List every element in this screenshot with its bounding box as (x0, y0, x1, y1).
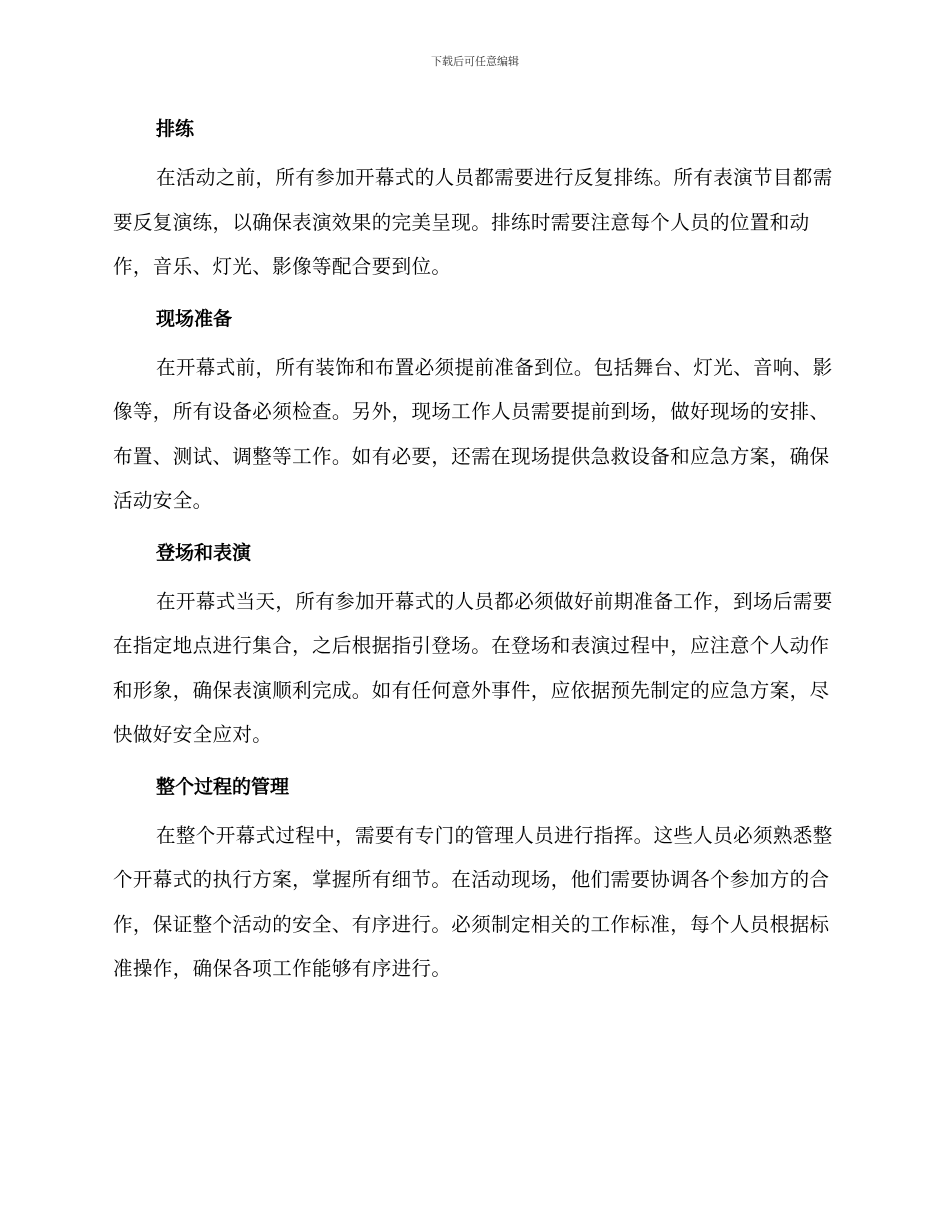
section-paragraph: 在开幕式前，所有装饰和布置必须提前准备到位。包括舞台、灯光、音响、影像等，所有设备必须检查。另外，现场工作人员需要提前到场，做好现场的安排、布置、测试、调整等工作。如有必要，还需在现场提供急救设备和应急方案，确保活动安全。 (113, 355, 833, 512)
section-rehearsal (113, 112, 833, 290)
section-paragraph: 在开幕式当天，所有参加开幕式的人员都必须做好前期准备工作，到场后需要在指定地点进行集合，之后根据指引登场。在登场和表演过程中，应注意个人动作和形象，确保表演顺利完成。如有任何意外事件，应依据预先制定的应急方案，尽快做好安全应对。 (113, 589, 833, 746)
section-heading: 排练 (156, 118, 195, 140)
section-paragraph: 在整个开幕式过程中，需要有专门的管理人员进行指挥。这些人员必须熟悉整个开幕式的执行方案，掌握所有细节。在活动现场，他们需要协调各个参加方的合作，保证整个活动的安全、有序进行。必须制定相关的工作标准，每个人员根据标准操作，确保各项工作能够有序进行。 (113, 823, 833, 980)
section-paragraph: 在活动之前，所有参加开幕式的人员都需要进行反复排练。所有表演节目都需要反复演练，以确保表演效果的完美呈现。排练时需要注意每个人员的位置和动作，音乐、灯光、影像等配合要到位。 (113, 166, 833, 278)
document-body (113, 112, 833, 992)
section-process-management (113, 770, 833, 992)
page-header: 下载后可任意编辑 (431, 55, 519, 68)
section-site-preparation (113, 302, 833, 524)
section-heading: 整个过程的管理 (156, 775, 290, 798)
section-heading: 现场准备 (156, 307, 233, 330)
section-heading: 登场和表演 (156, 541, 252, 564)
section-entrance-performance (113, 536, 833, 758)
